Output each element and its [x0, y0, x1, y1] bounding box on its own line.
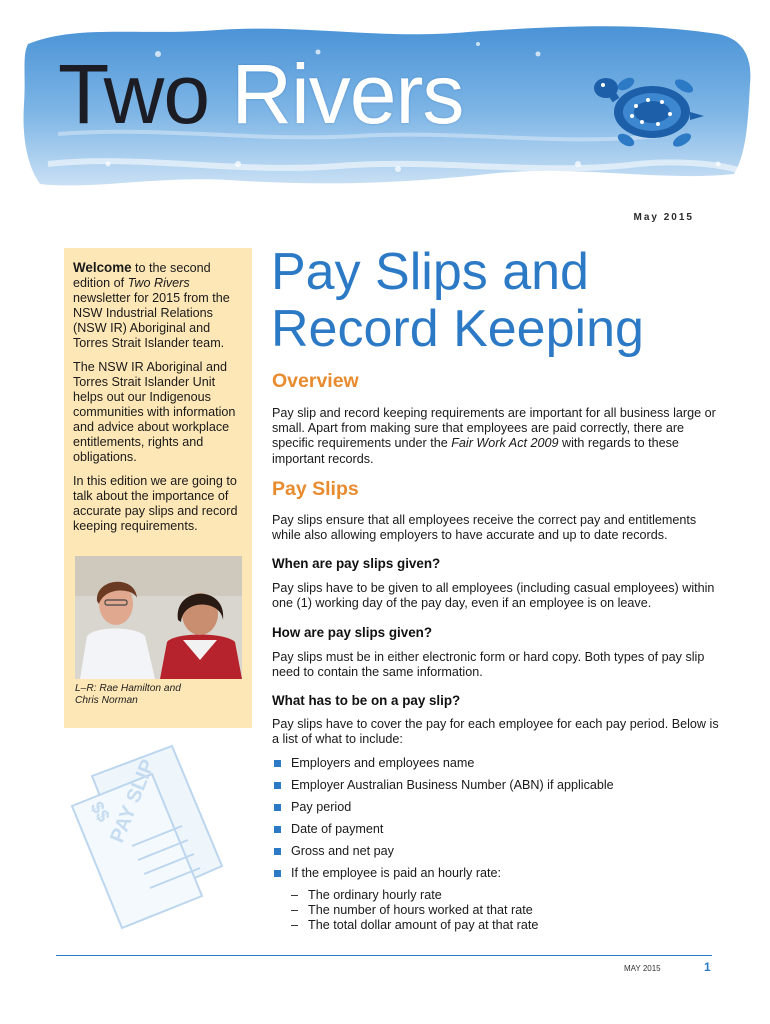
list-item-text: If the employee is paid an hourly rate:: [291, 866, 502, 880]
welcome-paragraph: [73, 260, 244, 351]
masthead-title: [58, 47, 464, 141]
when-paragraph: Pay slips have to be given to all employees (including casual employees) within one (1) working day of the pay day, even if an employee is on leave.: [272, 581, 715, 611]
fair-work-act: Fair Work Act 2009: [451, 436, 559, 451]
hourly-rate-sublist: [291, 888, 538, 934]
title-line-2: Record Keeping: [271, 300, 644, 358]
edition-paragraph: In this edition we are going to talk about the importance of accurate pay slips and record keeping requirements.: [73, 474, 238, 533]
sublist-item: [291, 918, 538, 933]
page-number: 1: [704, 960, 711, 974]
dash-icon: –: [291, 888, 299, 902]
list-item-text: Employer Australian Business Number (ABN) if applicable: [291, 778, 614, 792]
payslip-requirements-list: [274, 756, 614, 888]
list-item-text: Date of payment: [291, 822, 384, 836]
list-item-text: Gross and net pay: [291, 844, 394, 858]
overview-text-b: with regards to these important records.: [272, 436, 679, 466]
list-item-text: Employers and employees name: [291, 756, 475, 770]
how-heading: How are pay slips given?: [272, 625, 432, 640]
welcome-italic: Two Rivers: [127, 276, 190, 290]
welcome-text-a: to the second edition of: [73, 261, 211, 290]
footer-month: MAY 2015: [624, 964, 661, 973]
bullet-square-icon: [274, 848, 281, 855]
page-title: [271, 244, 644, 358]
overview-text-a: Pay slip and record keeping requirements are important for all business large or small. Apart from making sure that employees are paid correctly, there are specific requirements under the: [272, 406, 716, 451]
list-item: [274, 822, 614, 844]
bullet-square-icon: [274, 870, 281, 877]
overview-heading: Overview: [272, 370, 359, 392]
payslip-label: PAY SLIP: [106, 756, 160, 846]
issue-date: May 2015: [633, 212, 694, 223]
bullet-square-icon: [274, 782, 281, 789]
welcome-bold: Welcome: [73, 260, 132, 275]
dash-icon: –: [291, 918, 299, 933]
title-line-1: Pay Slips and: [271, 243, 589, 301]
what-heading: What has to be on a pay slip?: [272, 693, 461, 708]
bullet-square-icon: [274, 760, 281, 767]
staff-photo: [75, 556, 242, 679]
overview-paragraph: [272, 406, 722, 467]
payslips-paragraph: Pay slips ensure that all employees receive the correct pay and entitlements while also allowing employers to have accurate and up to date records.: [272, 513, 697, 543]
payslip-illustration: [52, 736, 242, 936]
turtle-logo-icon: [586, 60, 716, 155]
list-item: [274, 844, 614, 866]
sublist-item: [291, 903, 538, 918]
sublist-item-text: The total dollar amount of pay at that rate: [308, 918, 539, 933]
welcome-text-b: newsletter for 2015 from the NSW Industrial Relations (NSW IR) Aboriginal and Torres Strait Islander team.: [73, 291, 230, 350]
photo-caption: [75, 683, 181, 707]
unit-paragraph: The NSW IR Aboriginal and Torres Strait Islander Unit helps out our Indigenous communities with information and advice about workplace entitlements, rights and obligations.: [73, 360, 236, 464]
list-item: [274, 756, 614, 778]
sublist-item-text: The ordinary hourly rate: [308, 888, 442, 902]
list-item: [274, 778, 614, 800]
masthead-word-two: Two: [58, 47, 210, 141]
caption-line-1: L–R: Rae Hamilton and: [75, 683, 181, 694]
payslips-heading: Pay Slips: [272, 478, 359, 500]
when-heading: When are pay slips given?: [272, 556, 441, 571]
sublist-item-text: The number of hours worked at that rate: [308, 903, 533, 918]
bullet-square-icon: [274, 804, 281, 811]
footer-divider: [56, 955, 712, 956]
dash-icon: –: [291, 903, 299, 918]
what-paragraph: Pay slips have to cover the pay for each employee for each pay period. Below is a list of what to include:: [272, 717, 719, 747]
sublist-item: [291, 888, 538, 903]
bullet-square-icon: [274, 826, 281, 833]
list-item: [274, 800, 614, 822]
how-paragraph: Pay slips must be in either electronic form or hard copy. Both types of pay slip need to contain the same information.: [272, 650, 705, 680]
masthead-word-rivers: Rivers: [231, 47, 464, 141]
list-item: [274, 866, 614, 888]
payslip-stamp-label: $$: [86, 798, 114, 826]
caption-line-2: Chris Norman: [75, 695, 138, 706]
list-item-text: Pay period: [291, 800, 352, 814]
